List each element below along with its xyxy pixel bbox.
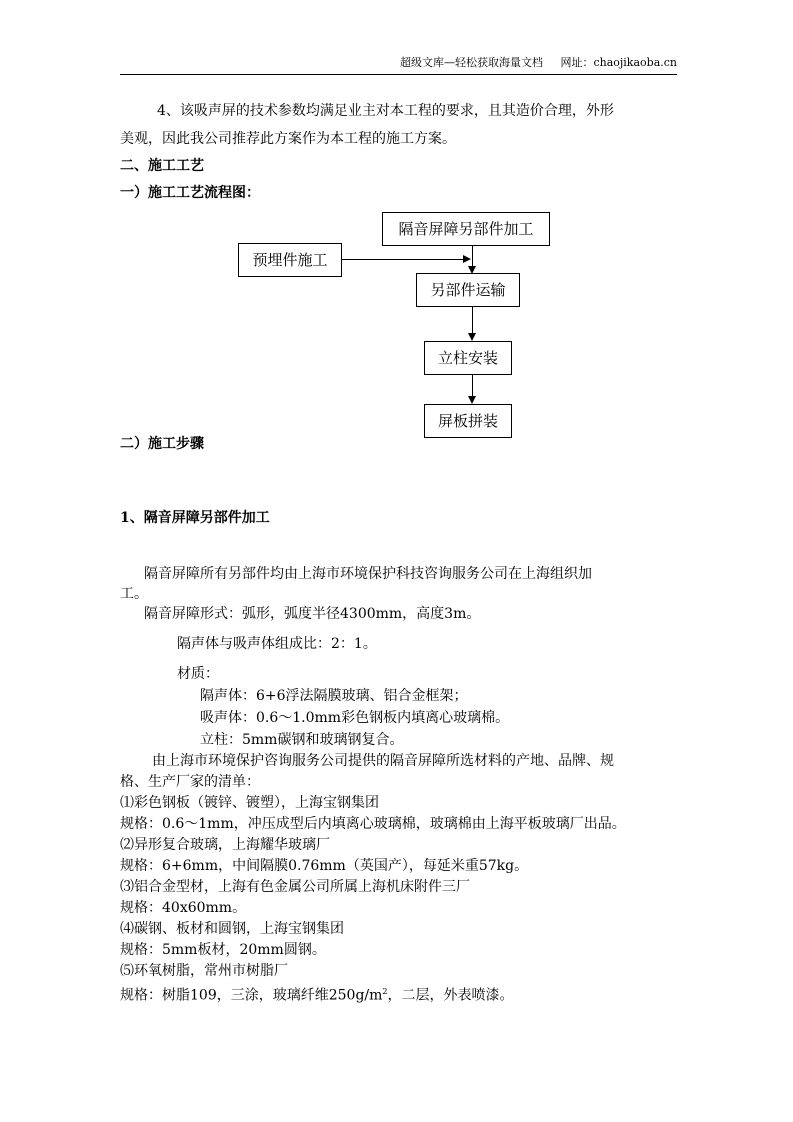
flow-node-column-install: 立柱安装: [424, 341, 512, 375]
arrow-down-icon: [468, 333, 476, 341]
flow-connector: [472, 375, 473, 397]
section-title: 二、施工工艺: [120, 158, 204, 174]
material-spec: [120, 982, 514, 1006]
flow-node-parts-processing: 隔音屏障另部件加工: [382, 212, 550, 246]
para-line: 隔音屏障所有另部件均由上海市环境保护科技咨询服务公司在上海组织加: [144, 566, 592, 582]
material-name: ⑷碳钢、板材和圆钢，上海宝钢集团: [120, 921, 344, 937]
flow-node-embedded-parts: 预埋件施工: [238, 243, 342, 277]
page-header: [120, 54, 677, 75]
material-name: ⑵异形复合玻璃，上海耀华玻璃厂: [120, 837, 330, 853]
material-spec: 规格：40x60mm。: [120, 900, 247, 916]
material-name: ⑸环氧树脂，常州市树脂厂: [120, 963, 288, 979]
material-name: ⑶铝合金型材，上海有色金属公司所属上海机床附件三厂: [120, 879, 470, 895]
material-spec: 规格：5mm板材，20mm圆钢。: [120, 942, 326, 958]
material-item: 隔声体：6+6浮法隔膜玻璃、铝合金框架；: [200, 688, 468, 704]
spec-text: ，二层，外表喷漆。: [387, 987, 514, 1004]
flow-connector: [342, 259, 464, 260]
list-intro: 由上海市环境保护咨询服务公司提供的隔音屏障所选材料的产地、品牌、规: [152, 753, 614, 769]
arrow-down-icon: [468, 396, 476, 404]
arrow-down-icon: [468, 266, 476, 274]
superscript: 2: [382, 987, 388, 996]
site-url: 网址：chaojikaoba.cn: [560, 56, 677, 69]
intro-line-1: 4、该吸声屏的技术参数均满足业主对本工程的要求，且其造价合理，外形: [157, 103, 614, 119]
flow-connector: [472, 307, 473, 334]
flow-node-panel-assembly: 屏板拼装: [424, 404, 512, 438]
arrow-right-icon: [463, 255, 471, 263]
spec-text: 规格：树脂109，三涂，玻璃纤维250g/m: [120, 987, 383, 1004]
site-name: 超级文库—轻松获取海量文档: [399, 56, 543, 69]
form-line: 隔音屏障形式：弧形，弧度半径4300mm，高度3m。: [144, 606, 481, 622]
flow-node-parts-transport: 另部件运输: [416, 273, 520, 307]
material-label: 材质：: [177, 666, 219, 682]
ratio-line: 隔声体与吸声体组成比：2：1。: [177, 636, 377, 652]
steps-heading: 二）施工步骤: [120, 436, 204, 452]
material-spec: 规格：6+6mm，中间隔膜0.76mm（英国产），每延米重57kg。: [120, 858, 529, 874]
intro-line-2: 美观，因此我公司推荐此方案作为本工程的施工方案。: [120, 131, 456, 147]
material-item: 吸声体：0.6～1.0mm彩色钢板内填离心玻璃棉。: [200, 710, 510, 726]
material-spec: 规格：0.6～1mm，冲压成型后内填离心玻璃棉，玻璃棉由上海平板玻璃厂出品。: [120, 816, 626, 832]
step1-title: 1、隔音屏障另部件加工: [120, 510, 270, 526]
flow-connector: [472, 246, 473, 267]
material-name: ⑴彩色钢板（镀锌、镀塑），上海宝钢集团: [120, 795, 379, 811]
material-item: 立柱：5mm碳钢和玻璃钢复合。: [200, 732, 404, 748]
flowchart-heading: 一）施工工艺流程图：: [120, 185, 260, 201]
list-intro: 格、生产厂家的清单：: [120, 774, 260, 790]
para-line: 工。: [120, 586, 148, 602]
